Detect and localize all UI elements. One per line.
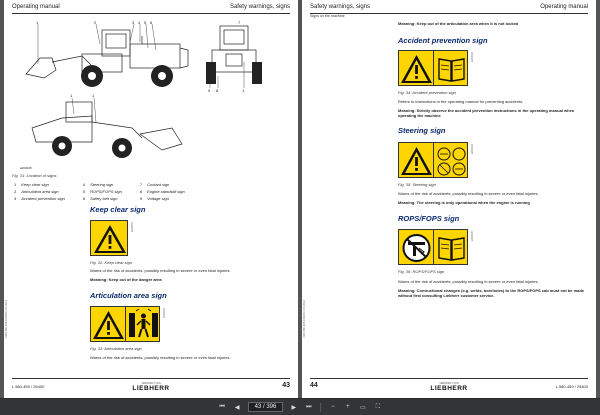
keep-clear-meaning: Meaning: Keep out of the danger area xyxy=(90,277,162,282)
no-welding-icon xyxy=(399,230,434,266)
pdf-viewer-toolbar xyxy=(0,398,600,415)
sign-code: a000001 xyxy=(131,222,134,233)
next-page-button[interactable]: ▶ xyxy=(291,404,297,411)
zoom-in-button[interactable]: + xyxy=(346,404,350,410)
first-page-button[interactable]: ⏮ xyxy=(219,403,225,410)
page-header xyxy=(12,2,290,14)
crush-hazard-icon xyxy=(126,307,161,343)
footer-doc-code: L 580-459 / 25400 xyxy=(12,384,45,389)
header-left: Safety warnings, signs xyxy=(310,4,371,10)
callout-lower-a: 1 xyxy=(70,93,73,98)
fig33-caption: Fig. 33: Articulation area sign xyxy=(90,346,142,351)
rops-fops-meaning: Meaning: Contructional changes (e.g. welds, boreholes) to the ROPS/FOPS cab must not be made without first consulting Liebherr customer service. xyxy=(398,288,585,298)
header-right: Safety warnings, signs xyxy=(229,4,290,10)
fullscreen-icon[interactable]: ⛶ xyxy=(375,403,380,410)
rops-fops-heading: ROPS/FOPS sign xyxy=(398,214,460,223)
accident-prevention-meaning: Meaning: Strictly observe the accident prevention instructions in the operating manual when operating the machine xyxy=(398,108,575,118)
toolbar-divider xyxy=(320,403,321,412)
page-indicator-input[interactable]: 43 / 396 xyxy=(248,402,284,412)
warning-triangle-icon xyxy=(399,143,434,179)
page-number: 43 xyxy=(282,382,290,389)
fig35-caption: Fig. 35: Steering sign xyxy=(398,182,436,187)
previous-page-button[interactable]: ◀ xyxy=(234,404,240,411)
callout-6: 6 xyxy=(150,20,153,25)
page-footer xyxy=(310,378,588,392)
wheel-loader-angled-drawing xyxy=(22,98,192,160)
steering-wheel-icon xyxy=(434,143,469,179)
footer-doc-code: L 580-459 / 25400 xyxy=(555,384,588,389)
zoom-out-button[interactable]: − xyxy=(331,404,335,410)
fig34-caption: Fig. 34: Accident prevention sign xyxy=(398,90,456,95)
articulation-warning: Warns of the risk of accidents, possibly resulting in severe or even fatal injuries. xyxy=(90,355,231,360)
drawing-code: a000045 xyxy=(20,166,32,170)
callout-lower-b: 1 xyxy=(92,93,95,98)
legend-item: Safety belt sign xyxy=(90,196,118,201)
callout-side-9: 9 xyxy=(208,88,211,93)
legend-item: Keep clear sign xyxy=(21,182,49,187)
legend-item: Steering sign xyxy=(90,182,114,187)
legend-item: Accident prevention sign xyxy=(21,196,65,201)
document-page-44 xyxy=(302,0,596,398)
callout-1: 1 xyxy=(36,20,39,25)
side-doc-code: LWR 580 K554 0/0000 / 00 2014 xyxy=(303,300,306,338)
callout-5: 5 xyxy=(144,20,147,25)
callout-2: 2 xyxy=(94,20,97,25)
document-page-43 xyxy=(4,0,298,398)
accident-prevention-heading: Accident prevention sign xyxy=(398,36,488,45)
legend-item: Articulation area sign xyxy=(21,189,59,194)
rops-fops-warning: Warns of the risk of accidents, possibly resulting in severe or even fatal injuries. xyxy=(398,279,539,284)
sign-code: a000003 xyxy=(471,52,474,63)
warning-triangle-icon xyxy=(399,51,434,87)
page-header xyxy=(310,2,588,14)
callout-4: 4 xyxy=(138,20,141,25)
signs-legend: 1 Keep clear sign 4 Steering sign 7 Coolant sign 2 Articulation area sign 5 ROPS/FOPS sign 8 Engine standstill sign 3 Accident prevention sign 6 Safety belt sign 9 Voltage sign xyxy=(12,180,191,203)
keep-clear-sign xyxy=(90,220,128,256)
articulation-heading: Articulation area sign xyxy=(90,291,167,300)
fit-page-icon[interactable]: ▭ xyxy=(360,404,366,411)
callout-3: 3 xyxy=(132,20,135,25)
callout-side-8: 8 xyxy=(216,88,219,93)
articulation-sign xyxy=(90,306,160,342)
steering-heading: Steering sign xyxy=(398,126,446,135)
steering-sign xyxy=(398,142,468,178)
liebherr-logo: VERSORGT VON LIEBHERR xyxy=(430,382,468,392)
warning-triangle-icon xyxy=(91,221,129,257)
legend-item: Coolant sign xyxy=(147,182,170,187)
accident-prevention-sign xyxy=(398,50,468,86)
sign-code: a000004 xyxy=(471,144,474,155)
header-right: Operating manual xyxy=(540,4,588,10)
keep-clear-warning: Warns of the risk of accidents, possibly resulting in severe or even fatal injuries. xyxy=(90,268,231,273)
side-doc-code: LWR 580 K554 0/0000 / 00 2014 xyxy=(5,300,8,338)
last-page-button[interactable]: ⏭ xyxy=(306,403,312,410)
wheel-loader-rear-drawing xyxy=(204,22,264,90)
liebherr-logo: VERSORGT VON LIEBHERR xyxy=(132,382,170,392)
sign-code: a000002 xyxy=(163,308,166,319)
manual-book-icon xyxy=(434,230,469,266)
sign-code: a000005 xyxy=(471,231,474,242)
page-number: 44 xyxy=(310,382,318,389)
legend-item: Engine standstill sign xyxy=(147,189,185,194)
legend-item: Voltage sign xyxy=(147,196,169,201)
page-footer xyxy=(12,378,290,392)
warning-triangle-icon xyxy=(91,307,126,343)
legend-item: ROPS/FOPS sign xyxy=(90,189,122,194)
rops-fops-sign xyxy=(398,229,468,265)
articulation-meaning: Meaning: Keep out of the articulation area when it is not locked xyxy=(398,21,519,26)
wheel-loader-side-drawing xyxy=(22,22,202,92)
header-left: Operating manual xyxy=(12,4,60,10)
fig31-caption: Fig. 31: Location of signs xyxy=(12,173,57,178)
callout-side-7: 7 xyxy=(238,20,241,25)
steering-warning: Warns of the risk of accidents, possibly resulting in severe or even fatal injuries. xyxy=(398,191,539,196)
fig36-caption: Fig. 36: ROPS/FOPS sign xyxy=(398,269,445,274)
manual-book-icon xyxy=(434,51,469,87)
callout-side-1: 1 xyxy=(242,88,245,93)
accident-prevention-text: Refers to instructions in the operating manual for preventing accidents. xyxy=(398,99,524,104)
sub-header: Signs on the machine xyxy=(310,14,345,18)
keep-clear-heading: Keep clear sign xyxy=(90,205,146,214)
fig32-caption: Fig. 32: Keep clear sign xyxy=(90,260,133,265)
steering-meaning: Meaning: The steering is only operational when the engine is running xyxy=(398,200,530,205)
